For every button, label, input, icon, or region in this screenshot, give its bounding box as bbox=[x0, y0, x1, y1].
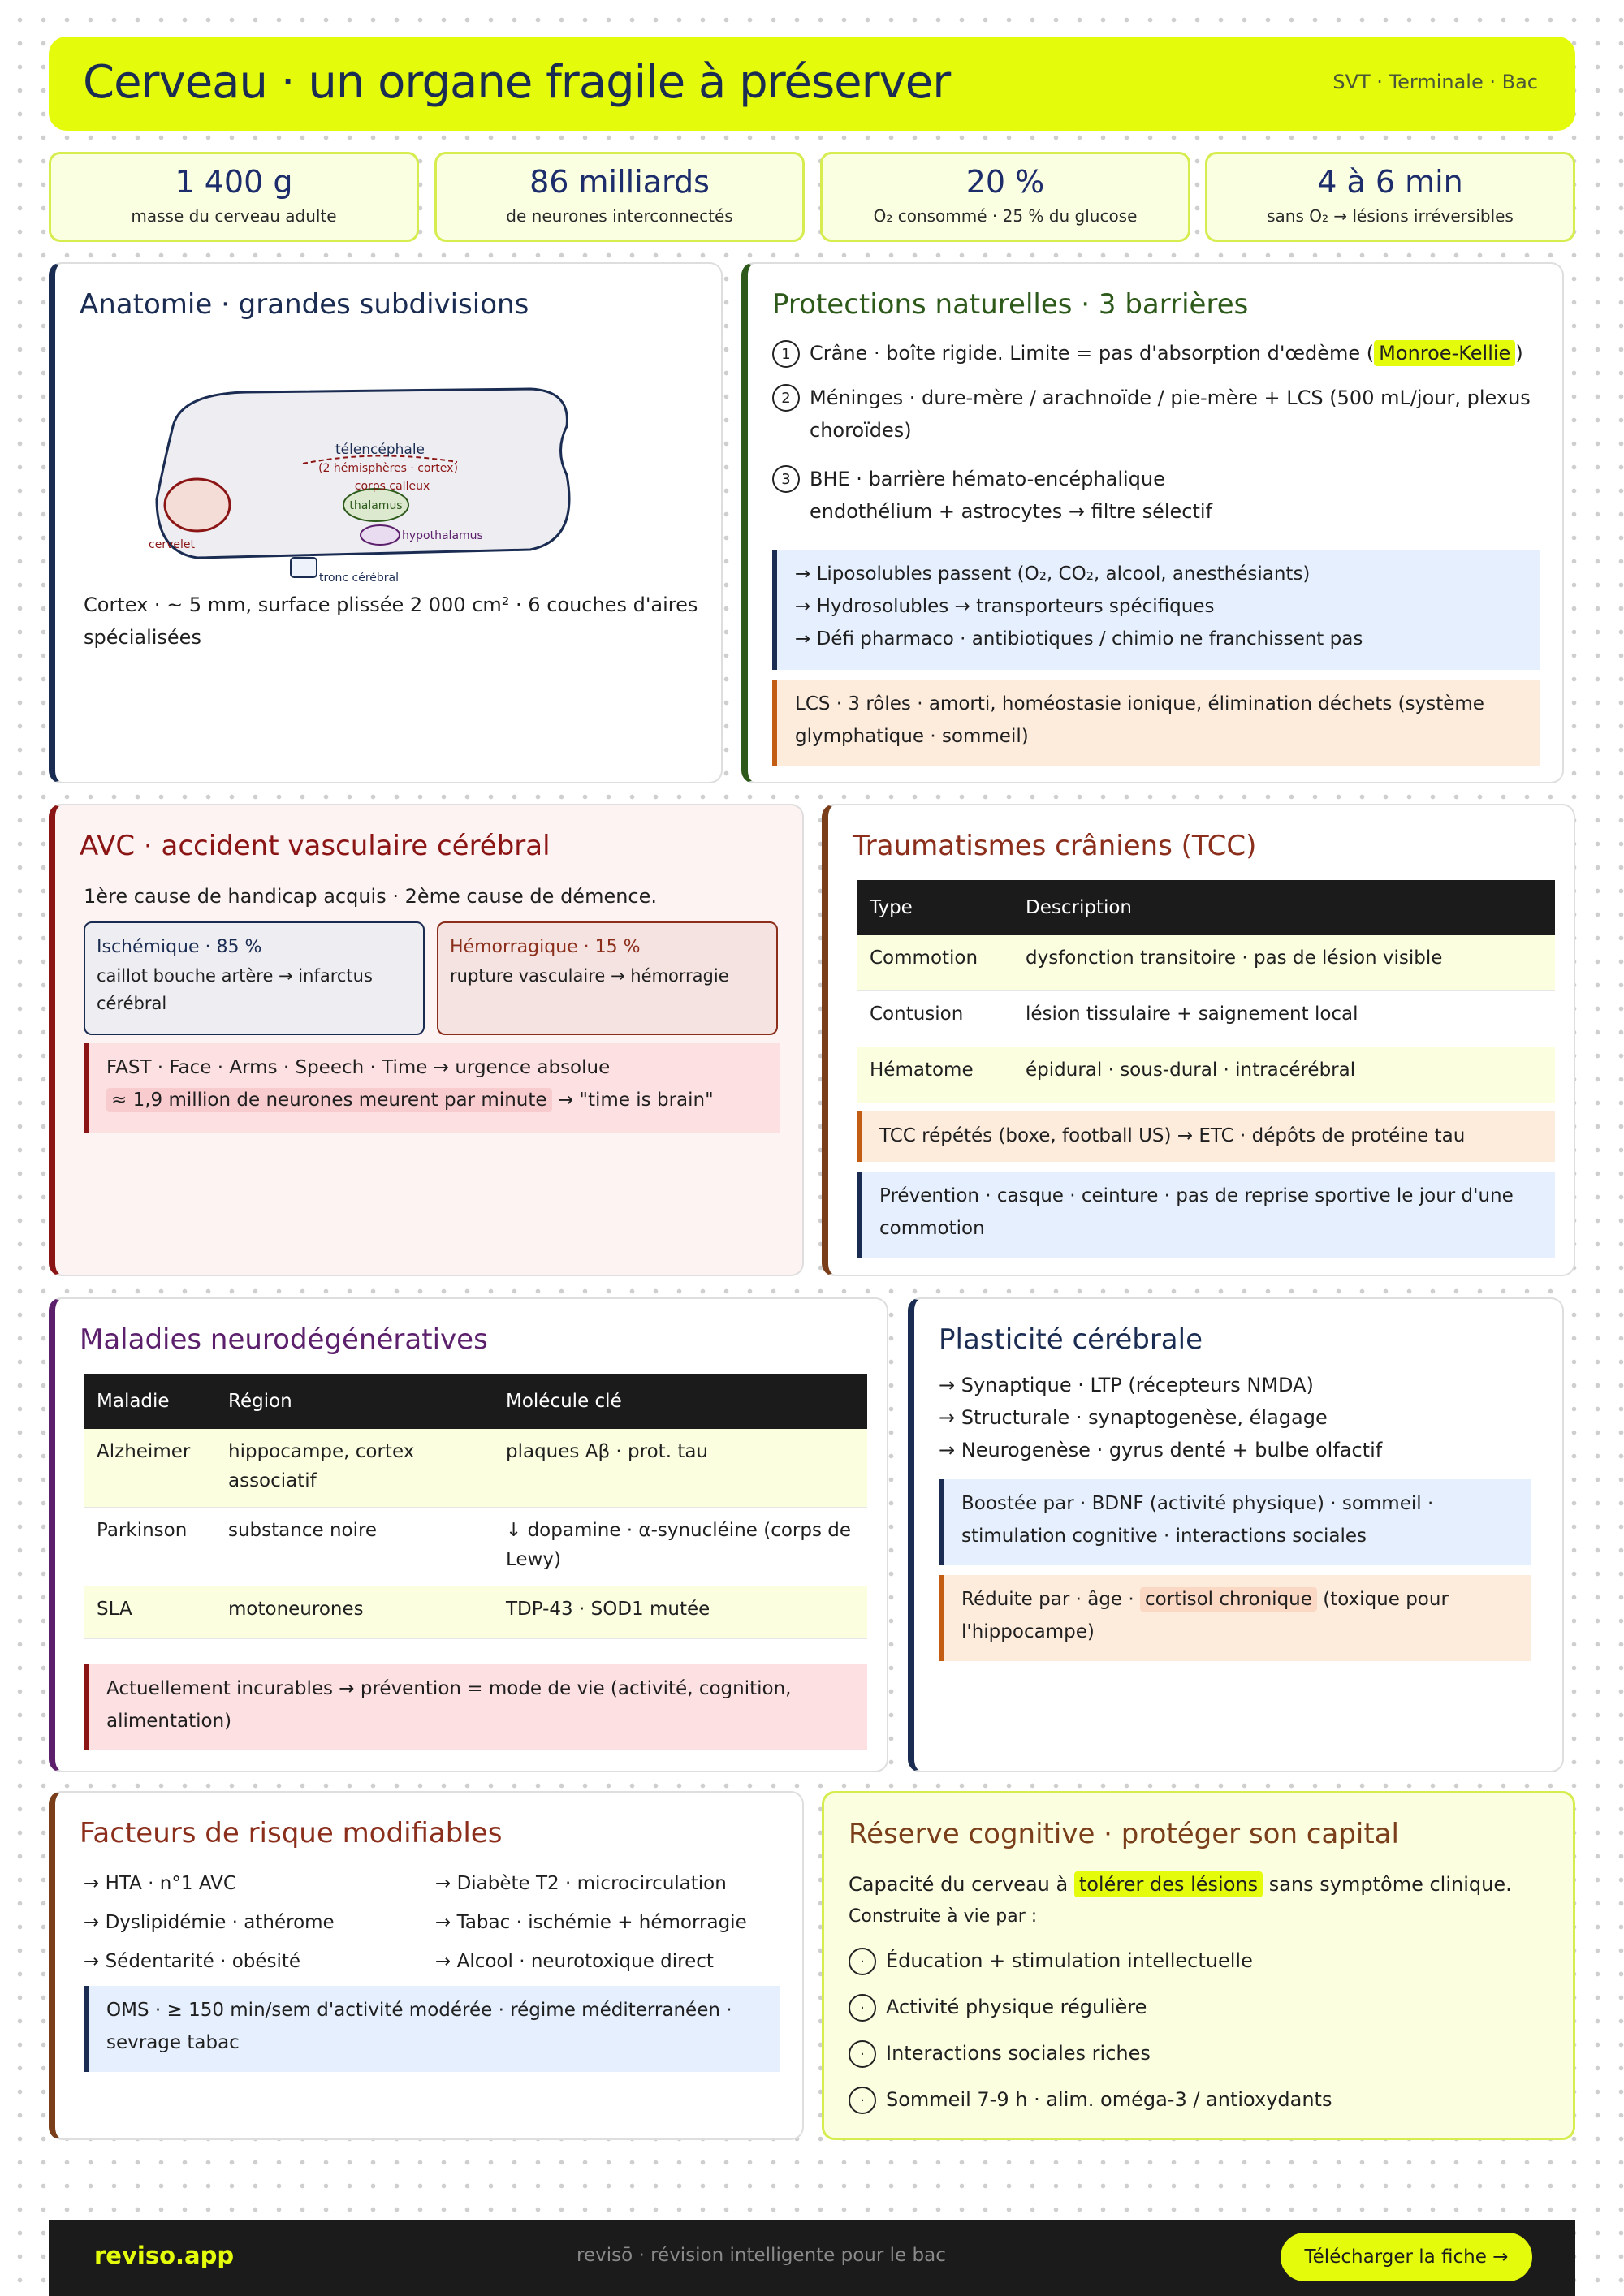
label-tronc: tronc cérébral bbox=[319, 572, 400, 585]
note-incurables: Actuellement incurables → prévention = mode de vie (activité, cognition, alimentation) bbox=[84, 1664, 867, 1750]
card-title: AVC · accident vasculaire cérébral bbox=[80, 830, 551, 862]
reserve-intro: Capacité du cerveau à tolérer des lésions sans symptôme clinique. bbox=[849, 1873, 1512, 1896]
list-item: → Structurale · synaptogenèse, élagage bbox=[939, 1406, 1328, 1429]
cortex-text: Cortex · ~ 5 mm, surface plissée 2 000 cm² · 6 couches d'aires spécialisées bbox=[84, 593, 698, 649]
brand-link[interactable]: reviso.app bbox=[94, 2242, 235, 2269]
card-reserve-cognitive bbox=[822, 1791, 1575, 2140]
stat-card-anoxia bbox=[1205, 152, 1575, 242]
stat-label: masse du cerveau adulte bbox=[131, 206, 337, 226]
list-item: · Interactions sociales riches bbox=[849, 2031, 1332, 2077]
card-neurodegeneratives bbox=[49, 1297, 888, 1772]
list-item: → Alcool · neurotoxique direct bbox=[435, 1951, 714, 1972]
number-badge: 3 bbox=[772, 465, 800, 493]
stat-label: de neurones interconnectés bbox=[506, 206, 733, 226]
label-hemispheres: (2 hémisphères · cortex) bbox=[318, 462, 458, 475]
table-header: Description bbox=[1013, 880, 1555, 935]
list-item: → Tabac · ischémie + hémorragie bbox=[435, 1912, 747, 1933]
label-telencephale: télencéphale bbox=[335, 442, 425, 458]
stat-card-oxygen bbox=[820, 152, 1190, 242]
note-reduite: Réduite par · âge · cortisol chronique (toxique pour l'hippocampe) bbox=[939, 1575, 1531, 1661]
subject-tag: SVT · Terminale · Bac bbox=[1332, 71, 1538, 93]
card-anatomie bbox=[49, 262, 723, 783]
list-item: → Synaptique · LTP (récepteurs NMDA) bbox=[939, 1374, 1314, 1396]
table-row: Contusion lésion tissulaire + saignement local bbox=[857, 991, 1555, 1047]
reserve-list bbox=[849, 1938, 1332, 2123]
number-badge: 1 bbox=[772, 340, 800, 368]
card-title: Réserve cognitive · protéger son capital bbox=[849, 1818, 1399, 1850]
stat-label: sans O₂ → lésions irréversibles bbox=[1267, 206, 1514, 226]
label-thalamus: thalamus bbox=[349, 499, 403, 512]
highlight: cortisol chronique bbox=[1140, 1587, 1317, 1612]
box-hemorragique bbox=[437, 921, 778, 1035]
table-row: SLA motoneurones TDP-43 · SOD1 mutée bbox=[84, 1586, 867, 1639]
brain-diagram bbox=[149, 378, 587, 589]
bullet-icon: · bbox=[849, 1948, 876, 1975]
table-header: Maladie bbox=[84, 1374, 215, 1429]
box-ischemique bbox=[84, 921, 425, 1035]
card-title: Protections naturelles · 3 barrières bbox=[772, 288, 1249, 321]
highlight: ≈ 1,9 million de neurones meurent par minute bbox=[106, 1088, 552, 1112]
footer-tagline: revisō · révision intelligente pour le bac bbox=[577, 2245, 946, 2266]
highlight: Monroe-Kellie bbox=[1374, 340, 1515, 366]
bullet-icon: · bbox=[849, 1994, 876, 2022]
list-item: → Dyslipidémie · athérome bbox=[84, 1912, 335, 1933]
card-plasticite bbox=[908, 1297, 1564, 1772]
list-item: · Éducation + stimulation intellectuelle bbox=[849, 1938, 1332, 1984]
card-avc bbox=[49, 804, 804, 1276]
stat-value: 86 milliards bbox=[529, 164, 710, 200]
barrier-item: 1 Crâne · boîte rigide. Limite = pas d'absorption d'œdème ( Monroe-Kellie ) bbox=[772, 337, 1535, 369]
card-title: Anatomie · grandes subdivisions bbox=[80, 288, 529, 321]
footer bbox=[49, 2220, 1575, 2296]
note-lcs: LCS · 3 rôles · amorti, homéostasie ionique, élimination déchets (système glymphatique · sommeil) bbox=[772, 680, 1540, 766]
bullet-icon: · bbox=[849, 2040, 876, 2068]
card-facteurs-risque bbox=[49, 1791, 804, 2140]
card-title: Plasticité cérébrale bbox=[939, 1323, 1203, 1356]
highlight: tolérer des lésions bbox=[1074, 1871, 1263, 1897]
table-header: Type bbox=[857, 880, 1013, 935]
note-prevention: Prévention · casque · ceinture · pas de reprise sportive le jour d'une commotion bbox=[857, 1172, 1555, 1258]
label-hypothalamus: hypothalamus bbox=[402, 529, 483, 542]
table-row: Commotion dysfonction transitoire · pas de lésion visible bbox=[857, 935, 1555, 991]
risk-list-right bbox=[435, 1864, 747, 1981]
note-oms: OMS · ≥ 150 min/sem d'activité modérée · régime méditerranéen · sevrage tabac bbox=[84, 1986, 780, 2072]
plasticite-list bbox=[939, 1369, 1382, 1466]
card-title: Maladies neurodégénératives bbox=[80, 1323, 488, 1356]
box-title: Hémorragique · 15 % bbox=[450, 937, 641, 957]
page-header bbox=[49, 37, 1575, 131]
note-fast: FAST · Face · Arms · Speech · Time → urgence absolue ≈ 1,9 million de neurones meurent par minute → "time is brain" bbox=[84, 1043, 780, 1133]
card-title: Traumatismes crâniens (TCC) bbox=[853, 830, 1257, 862]
note-boostee: Boostée par · BDNF (activité physique) · sommeil · stimulation cognitive · interactions sociales bbox=[939, 1479, 1531, 1565]
reserve-intro-2: Construite à vie par : bbox=[849, 1906, 1038, 1927]
label-cervelet: cervelet bbox=[149, 538, 195, 551]
card-title: Facteurs de risque modifiables bbox=[80, 1817, 503, 1849]
list-item: · Sommeil 7-9 h · alim. oméga-3 / antioxydants bbox=[849, 2077, 1332, 2123]
risk-list-left bbox=[84, 1864, 335, 1981]
stat-card-mass bbox=[49, 152, 419, 242]
download-button[interactable]: Télécharger la fiche → bbox=[1281, 2233, 1532, 2281]
card-tcc bbox=[822, 804, 1575, 1276]
stat-value: 4 à 6 min bbox=[1317, 164, 1463, 200]
table-header: Molécule clé bbox=[493, 1374, 867, 1429]
box-text: caillot bouche artère → infarctus cérébral bbox=[97, 966, 373, 1013]
barrier-item: 3 BHE · barrière hémato-encéphalique endothélium + astrocytes → filtre sélectif bbox=[772, 463, 1259, 528]
bullet-icon: · bbox=[849, 2087, 876, 2114]
tcc-table bbox=[857, 880, 1555, 1103]
label-corps-calleux: corps calleux bbox=[354, 480, 430, 493]
page-title: Cerveau · un organe fragile à préserver bbox=[83, 56, 951, 109]
barrier-item: 2 Méninges · dure-mère / arachnoïde / pie-mère + LCS (500 mL/jour, plexus choroïdes) bbox=[772, 382, 1544, 447]
stat-value: 20 % bbox=[965, 164, 1045, 200]
table-row: Alzheimer hippocampe, cortex associatif plaques Aβ · prot. tau bbox=[84, 1429, 867, 1508]
note-bhe: → Liposolubles passent (O₂, CO₂, alcool, anesthésiants) → Hydrosolubles → transporteurs spécifiques → Défi pharmaco · antibiotiques / chimio ne franchissent pas bbox=[772, 550, 1540, 670]
list-item: → Neurogenèse · gyrus denté + bulbe olfactif bbox=[939, 1439, 1383, 1461]
stat-card-neurons bbox=[434, 152, 805, 242]
stat-value: 1 400 g bbox=[175, 164, 293, 200]
stat-label: O₂ consommé · 25 % du glucose bbox=[873, 206, 1138, 226]
table-header: Région bbox=[215, 1374, 493, 1429]
list-item: · Activité physique régulière bbox=[849, 1984, 1332, 2031]
avc-intro: 1ère cause de handicap acquis · 2ème cause de démence. bbox=[84, 885, 658, 908]
box-title: Ischémique · 85 % bbox=[97, 937, 262, 957]
table-row: Parkinson substance noire ↓ dopamine · α-synucléine (corps de Lewy) bbox=[84, 1508, 867, 1586]
list-item: → Diabète T2 · microcirculation bbox=[435, 1873, 727, 1894]
box-text: rupture vasculaire → hémorragie bbox=[450, 966, 729, 986]
card-protections bbox=[741, 262, 1564, 783]
neuro-table bbox=[84, 1374, 867, 1639]
number-badge: 2 bbox=[772, 384, 800, 412]
note-tcc-repetes: TCC répétés (boxe, football US) → ETC · dépôts de protéine tau bbox=[857, 1111, 1555, 1162]
list-item: → HTA · n°1 AVC bbox=[84, 1873, 236, 1894]
list-item: → Sédentarité · obésité bbox=[84, 1951, 301, 1972]
table-row: Hématome épidural · sous-dural · intracérébral bbox=[857, 1047, 1555, 1103]
